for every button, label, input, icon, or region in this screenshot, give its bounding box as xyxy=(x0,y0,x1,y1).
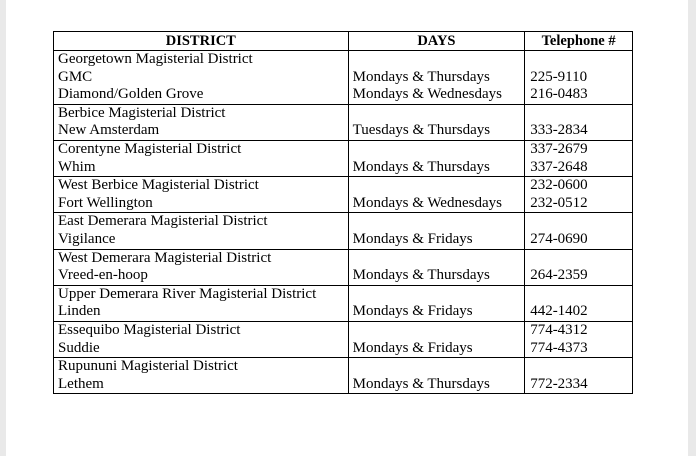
district-line: Vreed-en-hoop xyxy=(58,267,148,284)
phone-line: 232-0600 xyxy=(530,177,588,194)
district-line: Diamond/Golden Grove xyxy=(58,86,204,103)
telephone-cell xyxy=(525,140,633,176)
days-line xyxy=(353,322,521,340)
days-line xyxy=(353,286,521,304)
telephone-cell xyxy=(525,51,633,105)
district-line: GMC xyxy=(58,68,93,85)
days-line: Tuesdays & Thursdays xyxy=(352,122,491,139)
district-line: Vigilance xyxy=(58,230,116,247)
days-cell xyxy=(348,285,525,321)
phone-line: 337-2648 xyxy=(530,158,588,175)
telephone-cell xyxy=(525,321,633,357)
district-cell xyxy=(54,321,349,357)
phone-line xyxy=(530,213,628,231)
phone-line: 774-4312 xyxy=(530,321,588,338)
telephone-cell xyxy=(525,177,633,213)
phone-line xyxy=(530,51,628,69)
phone-line xyxy=(530,358,628,376)
phone-line: 772-2334 xyxy=(530,375,588,392)
district-line: Georgetown Magisterial District xyxy=(58,51,253,67)
telephone-cell xyxy=(525,213,633,249)
phone-line: 216-0483 xyxy=(530,86,588,103)
phone-line: 232-0512 xyxy=(530,194,588,211)
days-cell xyxy=(348,321,525,357)
header-district: DISTRICT xyxy=(54,32,349,51)
days-line xyxy=(353,141,521,159)
district-cell xyxy=(54,51,349,105)
phone-line: 442-1402 xyxy=(530,303,588,320)
phone-line xyxy=(530,286,628,304)
district-line: Lethem xyxy=(58,375,104,392)
district-line: Essequibo Magisterial District xyxy=(58,321,241,338)
phone-line: 274-0690 xyxy=(530,230,588,247)
phone-line xyxy=(530,250,628,268)
days-line: Mondays & Fridays xyxy=(352,339,473,356)
district-line: Linden xyxy=(58,303,101,320)
district-line: Corentyne Magisterial District xyxy=(58,140,242,157)
days-line xyxy=(353,213,521,231)
table-body xyxy=(54,51,633,394)
table-row xyxy=(54,177,633,213)
phone-line xyxy=(530,105,628,123)
district-cell xyxy=(54,213,349,249)
phone-line: 264-2359 xyxy=(530,267,588,284)
days-line: Mondays & Wednesdays xyxy=(352,86,502,103)
days-line: Mondays & Thursdays xyxy=(352,267,490,284)
phone-line: 774-4373 xyxy=(530,339,588,356)
days-line xyxy=(353,177,521,195)
table-row xyxy=(54,104,633,140)
table-row xyxy=(54,321,633,357)
telephone-cell xyxy=(525,249,633,285)
district-line: West Demerara Magisterial District xyxy=(58,249,272,266)
header-days: DAYS xyxy=(348,32,525,51)
document-page xyxy=(6,0,688,456)
district-cell xyxy=(54,104,349,140)
table-row xyxy=(54,358,633,394)
phone-line: 225-9110 xyxy=(530,68,588,85)
phone-line: 337-2679 xyxy=(530,140,588,157)
district-line: Fort Wellington xyxy=(58,194,153,211)
table-row xyxy=(54,213,633,249)
days-line: Mondays & Wednesdays xyxy=(352,194,502,211)
days-cell xyxy=(348,358,525,394)
district-line: West Berbice Magisterial District xyxy=(58,177,259,194)
table-row xyxy=(54,140,633,176)
header-telephone: Telephone # xyxy=(525,32,633,51)
district-cell xyxy=(54,285,349,321)
days-line: Mondays & Fridays xyxy=(352,230,473,247)
district-cell xyxy=(54,140,349,176)
telephone-cell xyxy=(525,358,633,394)
district-line: Upper Demerara River Magisterial District xyxy=(58,285,317,302)
district-cell xyxy=(54,177,349,213)
days-line xyxy=(353,250,521,268)
magisterial-district-table xyxy=(53,31,633,394)
days-line: Mondays & Fridays xyxy=(352,303,473,320)
district-line: Berbice Magisterial District xyxy=(58,104,226,121)
telephone-cell xyxy=(525,285,633,321)
days-line: Mondays & Thursdays xyxy=(352,68,490,85)
days-cell xyxy=(348,177,525,213)
table-row xyxy=(54,51,633,105)
days-cell xyxy=(348,213,525,249)
district-cell xyxy=(54,358,349,394)
days-line xyxy=(353,358,521,376)
days-line: Mondays & Thursdays xyxy=(352,375,490,392)
days-cell xyxy=(348,249,525,285)
table-row xyxy=(54,249,633,285)
days-cell xyxy=(348,140,525,176)
district-line: Whim xyxy=(58,158,96,175)
days-cell xyxy=(348,104,525,140)
district-line: East Demerara Magisterial District xyxy=(58,213,268,230)
days-line xyxy=(353,105,521,123)
days-line xyxy=(353,51,521,69)
district-line: New Amsterdam xyxy=(58,122,160,139)
district-cell xyxy=(54,249,349,285)
phone-line: 333-2834 xyxy=(530,122,588,139)
district-line: Suddie xyxy=(58,339,100,356)
district-line: Rupununi Magisterial District xyxy=(58,358,238,375)
header-row xyxy=(54,32,633,51)
days-line: Mondays & Thursdays xyxy=(352,158,490,175)
telephone-cell xyxy=(525,104,633,140)
table-row xyxy=(54,285,633,321)
days-cell xyxy=(348,51,525,105)
